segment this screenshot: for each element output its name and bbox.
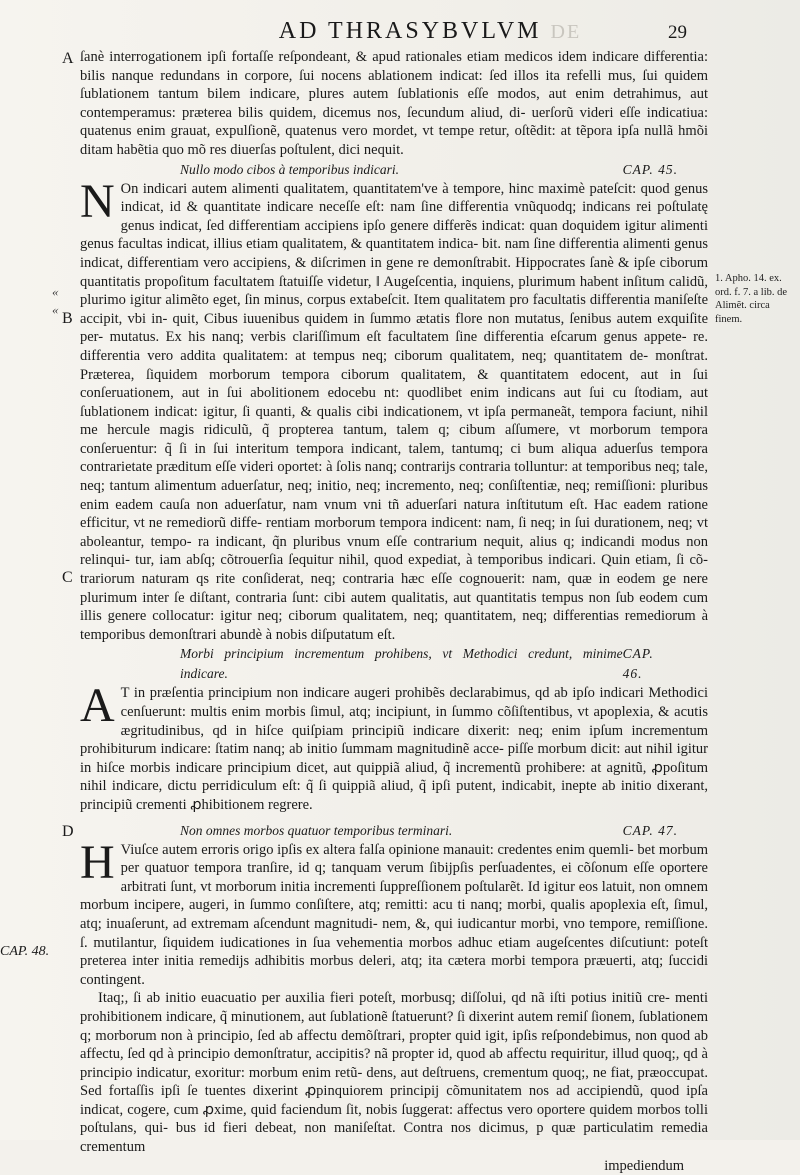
paragraph xyxy=(80,679,708,814)
paragraph xyxy=(80,835,708,990)
paragraph-text: T in præſentia principium non indicare augeri prohibẽs declarabimus, qd ab ipſo indicari Methodici cenſuerunt: multis enim morbis ſimul, atq; incipiunt, in ſummo cõſiſtentibus, vt apoplexia, & acutis ægritudinibus, qd in hiſce quiſpiam principiũ indicare dixerit: neq; enim ipſum incrementum prohibiturum indicare: ſtatim nanq; ab initio ſummam magnitudinẽ acce- piſſe morbum dicit: aut nihil igitur in hiſce morbis indicare principium dicet, aut quippiã aliud, q̃ incrementũ prohibere: at agnitũ, ꝓpoſitum nihil indicare, dictu perridiculum eſt: q̃ ſi quippiã aliud, q̃ ipſi putent, indicabit, inepte ab initio dixerant, principiũ crementi ꝓhibitionem regrere. xyxy=(80,685,708,813)
chapter-number: CAP. 47. xyxy=(622,822,678,838)
page-number: 29 xyxy=(668,22,687,43)
drop-cap: H xyxy=(80,835,115,889)
running-head-title: AD THRASYBVLVM xyxy=(278,18,542,44)
margin-letter-c: C xyxy=(62,569,73,586)
paragraph-text: Viuſce autem erroris origo ipſis ex altera falſa opinione manauit: credentes enim quemli- bet morbum per quatuor tempora tranſire, id q; tanquam verum ſibijpſis perſuadentes, ei cõſonum eſſe oportere arbitrati ſunt, vt morborum initia incrementi ſuppreſſionem poſtularẽt. Id igitur eos latuit, non omnem morbum incipere, augeri, in ſummo conſiſtere, atq; remitti: acu ti nanq; morbi, qualis apoplexia eſt, ſimul, atq; inuaſerunt, ad extremam aſcendunt magnitudi- nem, &, qui iudicantur morbi, vno tempore, remiſſione. ſ. mutilantur, ſiquidem iudicationes in ſua vehementia morbos adhuc etiam augeſcentes diſcutiunt: poteſt preterea inter initia remedijs adhibitis morbus deleri, atq; ita cætera morbi tempora præuerti, atq; ſuccidi contingent. xyxy=(80,841,708,988)
chapter-number: CAP. 46. xyxy=(622,646,654,682)
paragraph xyxy=(80,174,708,645)
paragraph: Itaq;, ſi ab initio euacuatio per auxilia fieri poteſt, morbusq; diſſolui, qd nã iſti potius initiũ cre- menti prohibitionem indicare, q̃ minutionem, aut ſublationẽ ſtatuerunt? ſi dixerint autem remiſ ſionem, ſublationem q; morborum non à principio, ſed ab affectu demõſtrari, propter quid igit, ipſis reſpondebimus, non quod ab affectu, ſed qd à principio demonſtratur, accipitis? nã propter id, quod ab affectu requiritur, illud quoq;, qd à principio indicatur, exoritur: morbum enim retũ- dens, aut deſtruens, crementum quoq;, ne fiat, præoccupat. Sed fortaſſis ipſi ſe tuentes dixerint ꝓpinquiorem principij cõmunitatem nos ad accipiendũ, quod ipſa indicat, cogere, cum ꝓxime, quid faciendum ſit, nobis ſuggerat: affectus vero oportere quidem morbos tolli poſtulans, qui- bus id fieri debeat, non maniſeſtat. Contra nos dicimus, p quæ particulatim remedia crementum xyxy=(80,990,708,1156)
quote-mark: « xyxy=(52,284,59,299)
main-text xyxy=(80,48,708,1175)
margin-letter-b: B xyxy=(62,310,73,327)
catchword: impediendum xyxy=(604,1157,684,1174)
drop-cap: A xyxy=(80,679,115,733)
marginal-chapter-number: CAP. 48. xyxy=(0,944,50,959)
margin-letter-a: A xyxy=(62,50,74,67)
chapter-heading xyxy=(80,644,708,684)
running-head xyxy=(190,18,670,45)
chapter-heading xyxy=(80,821,708,841)
drop-cap: N xyxy=(80,174,115,228)
quote-mark: « xyxy=(52,302,59,317)
paragraph-text: On indicari autem alimenti qualitatem, quantitatem've à tempore, hinc maximè pateſcit: quod genus indicat, id & quantitate indicare neceſſe eſt: nam ſine differentia vnũquodq; indicans rei poſtulatę genus indicat, ſed differentiam accipiens ipſo genere differẽs indicat: quan doquidem igitur alimenti genus facultas indicat, illius etiam qualitatem, & quantitatem indica- bit. nam ſine differentia alimenti genus indicat, differentiam vero accipiens, & diſcrimen in gene re demonſtrabit. Hippocrates ſanè & ipſe ciborum quantitatis propoſitum facultatem ſtatuiſſe videtur, ‖ Augeſcentia, inquiens, plurimum habent inſitum calidũ, plurimo igitur alimẽto eget, ſin minus, corpus extabeſcit. Item qualitatem pro facultatis differentia maniſeſte accipit, vbi in- quit, Cibus iuuenibus quidem in ſummo ætatis flore non mutatus, ſenibus autem exquiſite per- mutatus. Ex his nanq; verbis clariſſimum eſt facultatem ſine differentia eſcarum genus appete- re. differentia vero addita qualitatem: at tempus neq; ciborum qualitatem, neq; quantitatem de- monſtrat. Præterea, ſiquidem morborum tempora ciborum qualitatem, & quantitatem edocent, aut in ſui conſeruationem, aut in ſui abolitionem edocebu nt: quodlibet enim indicans aut ſui cu ſtodiam, aut ſublationem indicat: igitur, ſi quanti, & qualis cibi indicationem, vt ipſa permaneãt, tempora faciunt, nihil me hercule magis ridiculũ, q̃ propterea tantum, talem q; cibum aſſumere, vt morborum tempora conſeruentur: q̃ ſi in ſui interitum tempora indicant, talem, tantumq; ci bum aliqua aduerſus tempora contrarietate præditum eſſe videri oportet: à ſolis nanq; contrarijs contraria tolluntur: at temporibus neq; tale, neq; tantum alimentum aduerſatur, neq; initio, neq; incremento, neq; conſiſtentiæ, neq; remiſſioni: pluribus enim eadem cauſa non aduerſatur, nam vnum vni tñ aduerſari natura inſtitutum eſt. Hac eadem ratione efficitur, vt ne remediorũ diffe- rentiam morborum tempora indicent: nam, ſi neq; in ſui durationem, neq; vt aboleantur, tempo- ra indicant, q̃n pluribus vnum eſſe contrarium nequit, alius q; indicandi modus non relinqui- tur, iam abſq; cõtrouerſia ſequitur nihil, quod expediat, à temporibus indicari. Quin etiam, ſi cõ- trariorum naturam qs rite conſiderat, neq; contraria hæc eſſe cognouerit: nam, quæ in eodem ge nere plurimum inter ſe diſtant, contraria ſunt: cibi autem qualitatis, aut quantitatis tempus non ſub eodem cum illis genere collocatur: igitur neq; ciborum qualitatem, neq; quantitatem, neq; differentias remediorum à temporibus demonſtrari abundè à nobis diſputatum eſt. xyxy=(80,180,708,643)
chapter-title: Morbi principium incrementum prohibens, vt Methodici credunt, minime indicare. xyxy=(180,646,623,682)
chapter-heading xyxy=(80,160,708,180)
chapter-title: Non omnes morbos quatuor temporibus terminari. xyxy=(180,822,453,838)
margin-letter-d: D xyxy=(62,823,74,840)
chapter-title: Nullo modo cibos à temporibus indicari. xyxy=(180,161,399,177)
bleed-through-text: DE xyxy=(550,21,582,43)
paragraph: ſanè interrogationem ipſi fortaſſe reſpondeant, & apud rationales etiam medicos idem indicare differentia: bilis nanque redundans in corpore, ſui nocens ablationem indicat: ſed illos ita refelli mus, ſui quidem ſublationem tantum bilem indicare, plures autem ſublationis eſſe modos, aut enim detrahimus, aut contemperamus: præterea bilis quidem, dicemus nos, ſecundum aliud, di- uerſorũ videri eſſe indicatiua: quatenus enim grauat, expulſionẽ, quatenus vero mordet, vt tempe retur, oſtẽdit: at tẽpora ipſa nullã hmõi ditam habẽtia quo mõ res diuerſas poſtulent, dici nequit. xyxy=(80,49,708,158)
chapter-number: CAP. 45. xyxy=(622,161,678,177)
marginal-note: 1. Apho. 14. ex. ord. f. 7. a lib. de Alimẽt. circa finem. xyxy=(715,273,788,325)
